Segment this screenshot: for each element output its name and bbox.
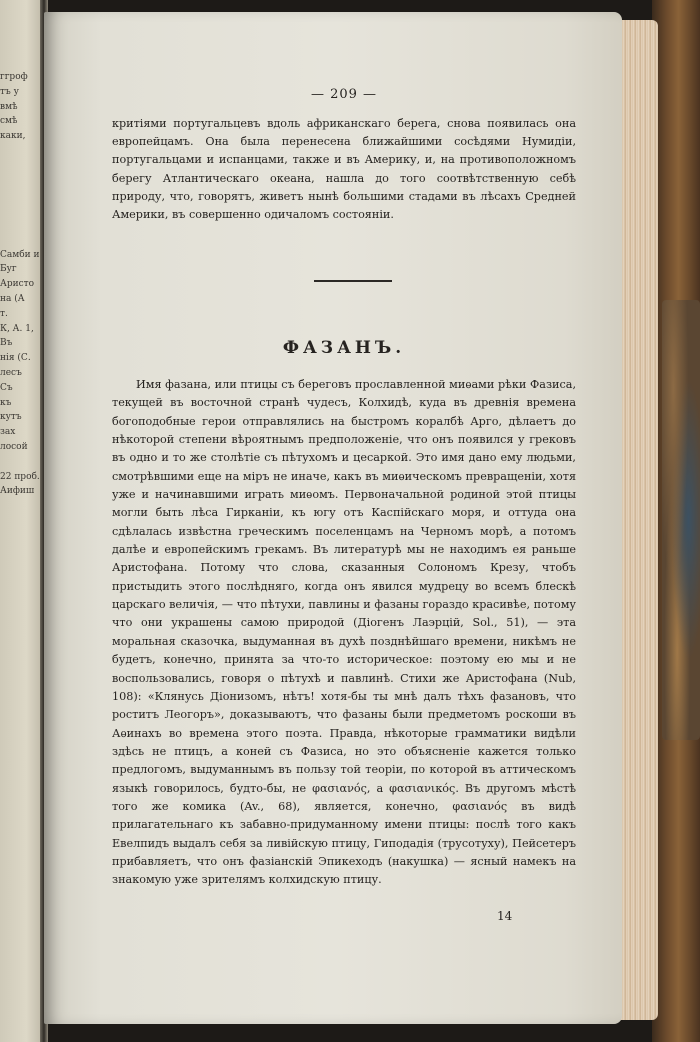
facing-page-line: вмѣ [0, 101, 18, 112]
facing-page-line: зах [0, 427, 16, 438]
paragraph-pheasant: Имя фазана, или птицы съ береговъ прославленной миѳами рѣки Фазиса, текущей въ восточной странѣ чудесъ, Колхидѣ, куда въ древнія времена богоподобные герои отправлялись на быстромъ коралбѣ Арго, дѣлаетъ до нѣкоторой степени вѣроятнымъ предположеніе, что онъ появился у грековъ въ одно и то же столѣтіе съ пѣтухомъ и цесаркой. Это имя дано ему людьми, смотрѣвшими еще на міръ не иначе, какъ въ миѳическомъ превращеніи, хотя уже и начинавшими играть миѳомъ. Первоначальной родиной этой птицы могли быть лѣса Гирканіи, къ югу отъ Каспійскаго моря, и оттуда она сдѣлалась извѣстна греческимъ поселенцамъ на Черномъ морѣ, а потомъ далѣе и европейскимъ грекамъ. Въ литературѣ мы не находимъ ея раньше Аристофана. Потому что слова, сказанныя Солономъ Крезу, чтобъ пристыдить этого послѣдняго, когда онъ явился мудрецу во всемъ блескѣ царскаго величія, — что пѣтухи, павлины и фазаны гораздо красивѣе, потому что они украшены самою природой (Діогенъ Лаэрцій, Sol., 51), — эта моральная сказочка, выдуманная въ духѣ позднѣйшаго времени, никѣмъ не будетъ, конечно, принята за что-то историческое: поэтому ею мы и не воспользовались, говоря о пѣтухѣ и павлинѣ. Стихи же Аристофана (Nub, 108): «Клянусь Діонизомъ, нѣтъ! хотя-бы ты мнѣ далъ тѣхъ фазановъ, что роститъ Леогоръ», доказываютъ, что фазаны были предметомъ роскоши въ Аѳинахъ во времена этого поэта. Правда, нѣкоторые грамматики видѣли здѣсь не птицъ, а коней съ Фазиса, но это объясненіе кажется только предлогомъ, выдуманнымъ въ пользу той теоріи, по которой въ аттическомъ языкѣ говорилось, будто-бы, не φασιανός, а φασιανικός. Въ другомъ мѣстѣ того же комика (Av., 68), является, конечно, φασιανός въ видѣ прилагательнаго къ забавно-придуманному имени птицы: послѣ того какъ Евелпидъ выдалъ себя за ливійскую птицу, Гиподадія (трусотуху), Пейсетеръ прибавляетъ, что онъ фазіанскій Эпикеходъ (накушка) — ясный намекъ на знакомую уже зрителямъ колхидскую птицу. [112, 378, 576, 887]
facing-page-line [0, 558, 40, 573]
paragraph-continuation: критіями португальцевъ вдоль африканскаго берега, снова появилась она европейцамъ. Она была перенесена ближайшими сосѣдями Нумидіи, португальцами и испанцами, также и въ Америку, и, на противоположномъ берегу Атлантическаго океана, нашла до того соотвѣтственную себѣ природу, что, говорятъ, живетъ нынѣ большими стадами въ лѣсахъ Средней Америки, въ совершенно одичаломъ состояніи. [112, 117, 576, 222]
facing-page-line [0, 188, 40, 203]
facing-page-line: кутъ [0, 412, 22, 423]
facing-page-line [0, 603, 40, 618]
marbled-cover [662, 300, 700, 740]
facing-page-text [0, 70, 40, 632]
page-number: — 209 — [310, 87, 378, 102]
facing-page-line [0, 529, 40, 544]
facing-page-line: Буг [0, 264, 17, 275]
facing-page-line [0, 588, 40, 603]
book-page [44, 12, 622, 1024]
facing-page-line: нія (С. [0, 353, 31, 364]
facing-page-line [0, 617, 40, 632]
facing-page-line: каки, [0, 131, 26, 142]
section-divider [314, 280, 392, 282]
facing-page-line: лосой [0, 441, 28, 452]
facing-page-line: т. [0, 308, 8, 319]
facing-page-line [0, 233, 40, 248]
signature-mark: 14 [497, 909, 513, 923]
section-title: ФАЗАНЪ. [282, 338, 406, 358]
facing-page-line [0, 144, 40, 159]
facing-page-line [0, 514, 40, 529]
facing-page-line: къ [0, 397, 12, 408]
facing-page-line [0, 455, 40, 470]
facing-page-line [0, 573, 40, 588]
facing-page-line [0, 159, 40, 174]
facing-page-line: Самби и [0, 249, 40, 260]
facing-page-line: Аифиш [0, 486, 35, 497]
facing-page-line: тъ у [0, 86, 19, 97]
facing-page-line: 22 проб. [0, 471, 40, 482]
facing-page-line: ггроф [0, 72, 28, 82]
facing-page-line: Въ [0, 338, 13, 349]
facing-page-line: лесъ [0, 367, 22, 378]
facing-page-line [0, 544, 40, 559]
facing-page-line [0, 218, 40, 233]
facing-page [0, 0, 44, 1042]
facing-page-line: Аристо [0, 279, 35, 290]
facing-page-line: на (А [0, 293, 25, 304]
facing-page-line [0, 203, 40, 218]
facing-page-line: Съ [0, 382, 13, 393]
facing-page-line: К, А. 1, [0, 323, 34, 334]
facing-page-line [0, 499, 40, 514]
facing-page-line: смѣ [0, 116, 18, 127]
facing-page-line [0, 174, 40, 189]
